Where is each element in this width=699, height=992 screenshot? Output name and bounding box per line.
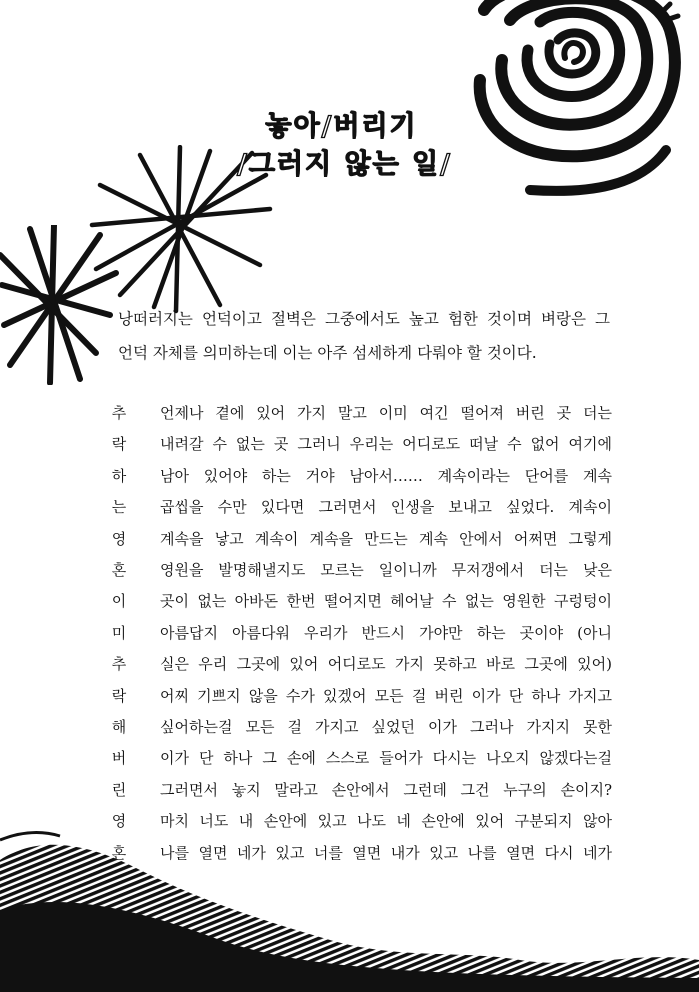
poem-line: 계속을 낳고 계속이 계속을 만드는 계속 안에서 어쩌면 그렇게	[160, 529, 612, 548]
vertical-title-column	[104, 398, 134, 869]
vertical-char: 추	[111, 404, 127, 422]
vertical-char: 미	[111, 623, 127, 642]
vertical-char: 버	[111, 749, 127, 768]
vertical-char: 추	[111, 655, 127, 674]
poem-line: 어찌 기쁘지 않을 수가 있겠어 모든 걸 버린 이가 단 하나 가지고	[160, 686, 612, 705]
poem-line: 언제나 곁에 있어 가지 말고 이미 여긴 떨어져 버린 곳 더는	[160, 404, 612, 422]
poem-line: 내려갈 수 없는 곳 그러니 우리는 어디로도 떠날 수 없어 여기에	[160, 435, 612, 454]
vertical-char: 락	[111, 435, 127, 454]
poem-line: 싶어하는걸 모든 걸 가지고 싶었던 이가 그러나 가지지 못한	[160, 718, 612, 737]
vertical-char: 영	[111, 529, 127, 548]
title-line-2: /그러지 않는 일/	[236, 149, 452, 180]
vertical-char: 해	[111, 718, 127, 737]
vertical-char: 락	[111, 686, 127, 705]
vertical-char: 이	[111, 592, 127, 611]
poem-line: 아름답지 아름다워 우리가 반드시 가야만 하는 곳이야 (아니	[160, 623, 612, 642]
intro-line: 낭떠러지는 언덕이고 절벽은 그중에서도 높고 험한 것이며 벼랑은 그	[118, 310, 610, 328]
poem-line: 그러면서 놓지 말라고 손안에서 그런데 그건 누구의 손이지?	[160, 780, 612, 799]
intro-paragraph	[118, 302, 610, 370]
intro-line: 언덕 자체를 의미하는데 이는 아주 섬세하게 다뤄야 할 것이다.	[118, 344, 537, 362]
vertical-char: 혼	[111, 561, 127, 580]
vertical-char: 하	[111, 466, 127, 485]
poem-line: 영원을 발명해낼지도 모르는 일이니까 무저갱에서 더는 낮은	[160, 561, 612, 580]
poem-line: 나를 열면 네가 있고 너를 열면 내가 있고 나를 열면 다시 네가	[160, 843, 612, 862]
poem-line: 마치 너도 내 손안에 있고 나도 네 손안에 있어 구분되지 않아	[160, 812, 612, 831]
title-line-1: 놓아/버리기	[265, 111, 418, 142]
vertical-char: 영	[111, 812, 127, 831]
poem-line: 이가 단 하나 그 손에 스스로 들어가 다시는 나오지 않겠다는걸	[160, 749, 612, 768]
poem-line: 곱씹을 수만 있다면 그러면서 인생을 보내고 싶었다. 계속이	[160, 498, 612, 517]
poem-line: 남아 있어야 하는 거야 남아서…… 계속이라는 단어를 계속	[160, 466, 612, 485]
poem-title	[0, 108, 699, 184]
poem-body	[160, 398, 612, 869]
poem-line: 실은 우리 그곳에 있어 어디로도 가지 못하고 바로 그곳에 있어)	[160, 655, 612, 674]
vertical-char: 는	[111, 498, 127, 517]
vertical-char: 혼	[111, 843, 127, 862]
vertical-char: 린	[111, 780, 127, 799]
starburst-small-decoration	[0, 225, 120, 385]
poem-line: 곳이 없는 아바돈 한번 떨어지면 헤어날 수 없는 영원한 구렁텅이	[160, 592, 612, 611]
